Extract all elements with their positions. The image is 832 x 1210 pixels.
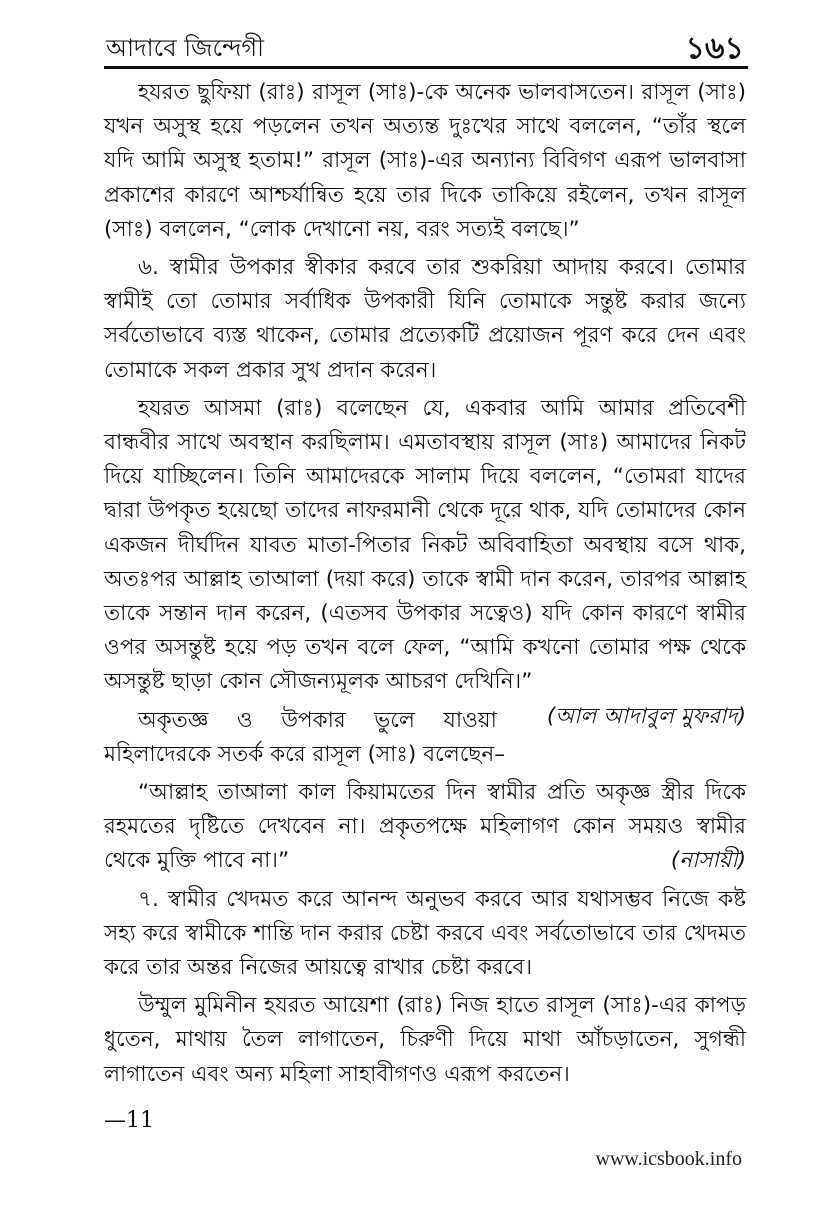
- page-number: ১৬১: [685, 31, 744, 66]
- paragraph-text: ৬. স্বামীর উপকার স্বীকার করবে তার শুকরিয়া আদায় করবে। তোমার স্বামীই তো তোমার সর্বাধিক উপকারী যিনি তোমাকে সন্তুষ্ট করার জন্যে সর্বতোভাবে ব্যস্ত থাকেন, তোমার প্রত্যেকটি প্রয়োজন পূরণ করে দেন এবং তোমাকে সকল প্রকার সুখ প্রদান করেন।: [104, 255, 746, 383]
- paragraph-point-7: [104, 883, 746, 986]
- citation: (আল আদাবুল মুফরাদ): [546, 703, 746, 729]
- page-body: [104, 76, 746, 1096]
- page-header: [104, 20, 748, 69]
- printer-signature: —11: [104, 1108, 154, 1133]
- paragraph-hadith-quote: [104, 776, 746, 879]
- paragraph-text: অকৃতজ্ঞ ও উপকার ভুলে যাওয়া মহিলাদেরকে সতর্ক করে রাসূল (সাঃ) বলেছেন–: [104, 707, 505, 767]
- paragraph-ayesha: [104, 989, 746, 1092]
- paragraph-text: “আল্লাহ তাআলা কাল কিয়ামতের দিন স্বামীর প্রতি অকৃজ্ঞ স্ত্রীর দিকে রহমতের দৃষ্টিতে দেখবেন না। প্রকৃতপক্ষে মহিলাগণ কোন সময়ও স্বামীর থেকে মুক্তি পাবে না।”: [104, 780, 746, 874]
- citation: (নাসায়ী): [670, 848, 746, 874]
- paragraph-asma: [104, 392, 746, 729]
- paragraph-point-6: [104, 251, 746, 388]
- paragraph-text: উম্মুল মুমিনীন হযরত আয়েশা (রাঃ) নিজ হাতে রাসূল (সাঃ)-এর কাপড় ধুতেন, মাথায় তৈল লাগাতেন, চিরুণী দিয়ে মাথা আঁচড়াতেন, সুগন্ধী লাগাতেন এবং অন্য মহিলা সাহাবীগণও এরূপ করতেন।: [104, 993, 746, 1087]
- book-title: আদাবে জিন্দেগী: [106, 34, 265, 62]
- paragraph-text: ৭. স্বামীর খেদমত করে আনন্দ অনুভব করবে আর যথাসম্ভব নিজে কষ্ট সহ্য করে স্বামীকে শান্তি দান করার চেষ্টা করবে এবং সর্বতোভাবে তার খেদমত করে তার অন্তর নিজের আয়ত্বে রাখার চেষ্টা করবে।: [104, 886, 746, 981]
- paragraph-text: হযরত ছুফিয়া (রাঃ) রাসূল (সাঃ)-কে অনেক ভালবাসতেন। রাসূল (সাঃ) যখন অসুস্থ হয়ে পড়লেন তখন অত্যন্ত দুঃখের সাথে বললেন, “তাঁর স্থলে যদি আমি অসুস্থ হতাম!” রাসূল (সাঃ)-এর অন্যান্য বিবিগণ এরূপ ভালবাসা প্রকাশের কারণে আশ্চর্যান্বিত হয়ে তার দিকে তাকিয়ে রইলেন, তখন রাসূল (সাঃ) বললেন, “লোক দেখানো নয়, বরং সত্যই বলছে।”: [104, 80, 746, 242]
- website-watermark: www.icsbook.info: [595, 1148, 742, 1170]
- paragraph-text: হযরত আসমা (রাঃ) বলেছেন যে, একবার আমি আমার প্রতিবেশী বান্ধবীর সাথে অবস্থান করছিলাম। এমতাবস্থায় রাসূল (সাঃ) আমাদের নিকট দিয়ে যাচ্ছিলেন। তিনি আমাদেরকে সালাম দিয়ে বললেন, “তোমরা যাদের দ্বারা উপকৃত হয়েছো তাদের নাফরমানী থেকে দূরে থাক, যদি তোমাদের কোন একজন দীর্ঘদিন যাবত মাতা-পিতার নিকট অবিবাহিতা অবস্থায় বসে থাক, অতঃপর আল্লাহ তাআলা (দয়া করে) তাকে স্বামী দান করেন, তারপর আল্লাহ তাকে সন্তান দান করেন, (এতসব উপকার সত্বেও) যদি কোন কারণে স্বামীর ওপর অসন্তুষ্ট হয়ে পড় তখন বলে ফেল, “আমি কখনো তোমার পক্ষ থেকে অসন্তুষ্ট ছাড়া কোন সৌজন্যমূলক আচরণ দেখিনি।”: [104, 395, 746, 695]
- paragraph-sufia: [104, 76, 746, 247]
